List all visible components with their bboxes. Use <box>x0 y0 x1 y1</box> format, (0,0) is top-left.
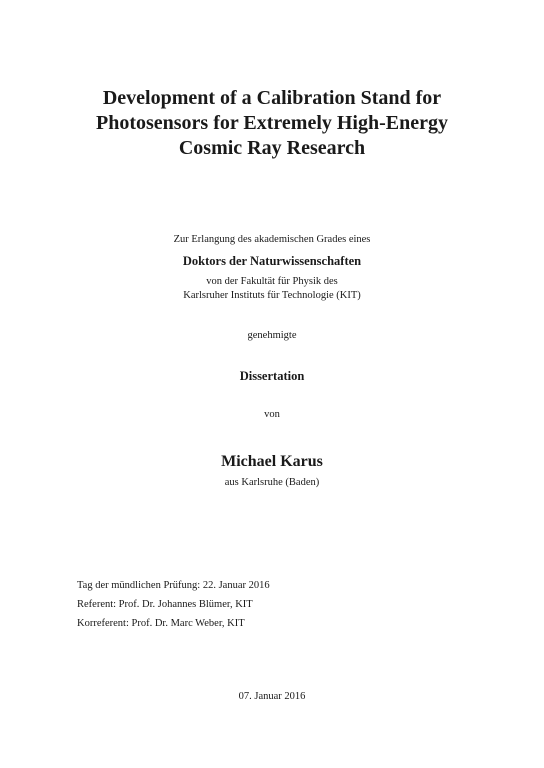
submission-date: 07. Januar 2016 <box>238 691 306 702</box>
institute-text: Karlsruher Instituts für Technologie (KIT) <box>183 290 361 301</box>
title-line-2: Photosensors for Extremely High-Energy <box>95 112 448 134</box>
faculty-text: von der Fakultät für Physik des <box>206 276 338 287</box>
exam-date: Tag der mündlichen Prüfung: 22. Januar 2016 <box>77 580 270 591</box>
by-text: von <box>264 409 280 420</box>
referee: Referent: Prof. Dr. Johannes Blümer, KIT <box>77 599 253 610</box>
co-referee: Korreferent: Prof. Dr. Marc Weber, KIT <box>77 618 245 629</box>
author-origin: aus Karlsruhe (Baden) <box>224 477 320 488</box>
approved-text: genehmigte <box>247 330 297 341</box>
title-line-1: Development of a Calibration Stand for <box>102 87 442 109</box>
purpose-text: Zur Erlangung des akademischen Grades eines <box>173 234 371 245</box>
title-line-3: Cosmic Ray Research <box>178 137 366 159</box>
degree-text: Doktors der Naturwissenschaften <box>182 254 362 268</box>
author-name: Michael Karus <box>221 453 323 470</box>
examination-details <box>77 576 270 633</box>
thesis-title <box>0 86 544 161</box>
document-type: Dissertation <box>239 369 305 383</box>
